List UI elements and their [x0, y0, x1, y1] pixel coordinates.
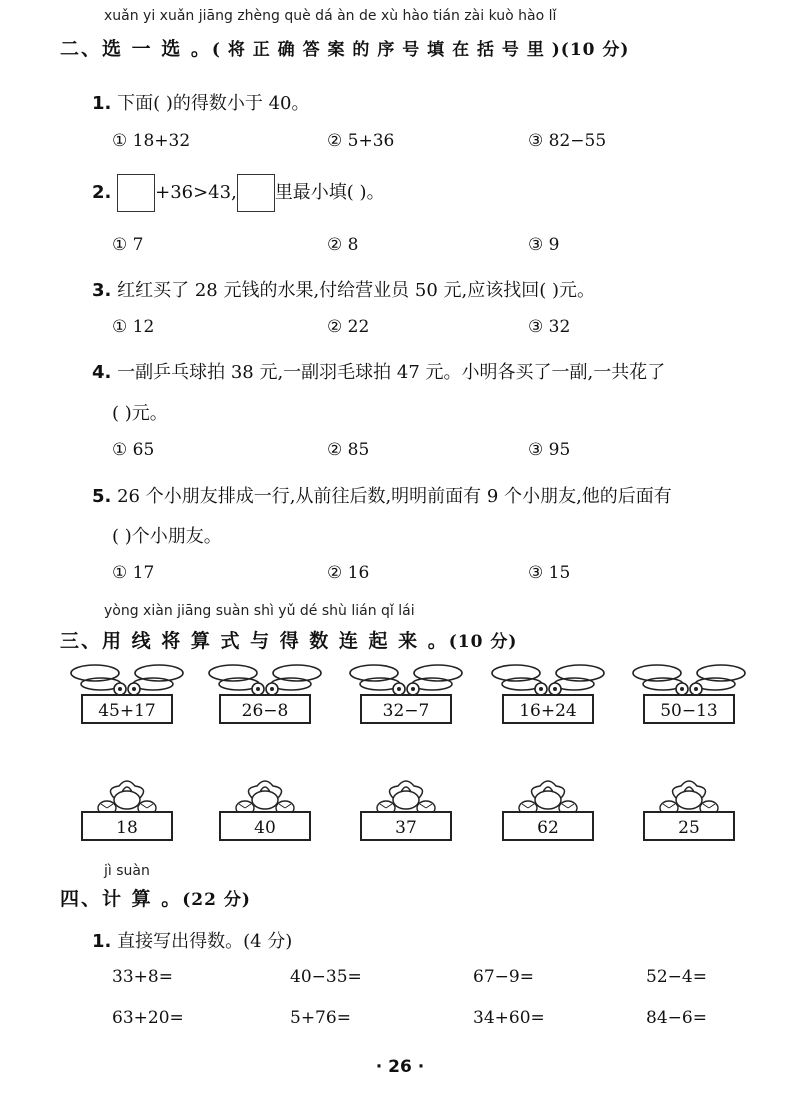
option: ① 7 [112, 235, 144, 255]
calc-item[interactable]: 40−35= [290, 967, 362, 987]
lotus-icon [377, 781, 435, 815]
result-box[interactable]: 25 [643, 811, 735, 841]
dragonfly-icon [492, 665, 604, 695]
subquestion-1 [92, 927, 292, 953]
lotus-icon [660, 781, 718, 815]
option: ② 85 [327, 440, 370, 460]
option: ① 65 [112, 440, 155, 460]
question-text-continued: ( )元。 [112, 403, 168, 424]
question-number: 2. [92, 182, 112, 203]
section2-note: ( 将 正 确 答 案 的 序 号 填 在 括 号 里 )(10 分) [211, 40, 630, 60]
question-text: 一副乒乓球拍 38 元,一副羽毛球拍 47 元。小明各买了一副,一共花了 [117, 362, 666, 383]
section2-title: 二、选 一 选 。 [60, 38, 212, 60]
calc-item[interactable]: 5+76= [290, 1008, 351, 1028]
expression-box[interactable]: 50−13 [643, 694, 735, 724]
dragonfly-icon [71, 665, 183, 695]
expression-box[interactable]: 26−8 [219, 694, 311, 724]
result-box[interactable]: 37 [360, 811, 452, 841]
option: ② 22 [327, 317, 370, 337]
question-text-continued: ( )个小朋友。 [112, 526, 222, 547]
question-text: 里最小填( )。 [274, 182, 385, 203]
option: ① 18+32 [112, 131, 191, 151]
calc-item[interactable]: 67−9= [473, 967, 534, 987]
expression-box[interactable]: 16+24 [502, 694, 594, 724]
option: ① 17 [112, 563, 155, 583]
lotus-icon [98, 781, 156, 815]
question-text: 26 个小朋友排成一行,从前往后数,明明前面有 9 个小朋友,他的后面有 [117, 486, 672, 507]
page-number: · 26 · [375, 1057, 425, 1077]
option: ① 12 [112, 317, 155, 337]
option: ② 8 [327, 235, 359, 255]
question-number: 3. [92, 280, 112, 301]
question-text: 直接写出得数。(4 分) [117, 931, 293, 952]
dragonfly-icon [633, 665, 745, 695]
section4-pinyin: jì suàn [104, 863, 150, 879]
question-text: 下面( )的得数小于 40。 [117, 93, 310, 114]
option: ② 5+36 [327, 131, 395, 151]
section2-pinyin: xuǎn yi xuǎn jiāng zhèng què dá àn de xù hào tián zài kuò hào lǐ [104, 8, 557, 24]
question-text: +36>43, [155, 182, 237, 203]
section3-title: 三、用 线 将 算 式 与 得 数 连 起 来 。 [60, 630, 449, 652]
question-text: 红红买了 28 元钱的水果,付给营业员 50 元,应该找回( )元。 [117, 280, 596, 301]
expression-box[interactable]: 32−7 [360, 694, 452, 724]
lotus-icon [236, 781, 294, 815]
calc-item[interactable]: 33+8= [112, 967, 173, 987]
question-number: 4. [92, 362, 112, 383]
section4-heading [60, 884, 251, 911]
calc-item[interactable]: 52−4= [646, 967, 707, 987]
result-box[interactable]: 62 [502, 811, 594, 841]
option: ② 16 [327, 563, 370, 583]
result-box[interactable]: 18 [81, 811, 173, 841]
section3-note: (10 分) [448, 632, 518, 652]
option: ③ 15 [528, 563, 571, 583]
section4-note: (22 分) [182, 890, 251, 910]
question-number: 1. [92, 931, 112, 952]
result-box[interactable]: 40 [219, 811, 311, 841]
option: ③ 95 [528, 440, 571, 460]
dragonfly-icon [209, 665, 321, 695]
option: ③ 32 [528, 317, 571, 337]
question-number: 5. [92, 486, 112, 507]
calc-item[interactable]: 84−6= [646, 1008, 707, 1028]
lotus-icon [519, 781, 577, 815]
option: ③ 82−55 [528, 131, 607, 151]
option: ③ 9 [528, 235, 560, 255]
question-number: 1. [92, 93, 112, 114]
calc-item[interactable]: 63+20= [112, 1008, 184, 1028]
expression-box[interactable]: 45+17 [81, 694, 173, 724]
section4-title: 四、计 算 。 [60, 888, 183, 910]
dragonfly-icon [350, 665, 462, 695]
section3-pinyin: yòng xiàn jiāng suàn shì yǔ dé shù lián qǐ lái [104, 603, 415, 619]
calc-item[interactable]: 34+60= [473, 1008, 545, 1028]
